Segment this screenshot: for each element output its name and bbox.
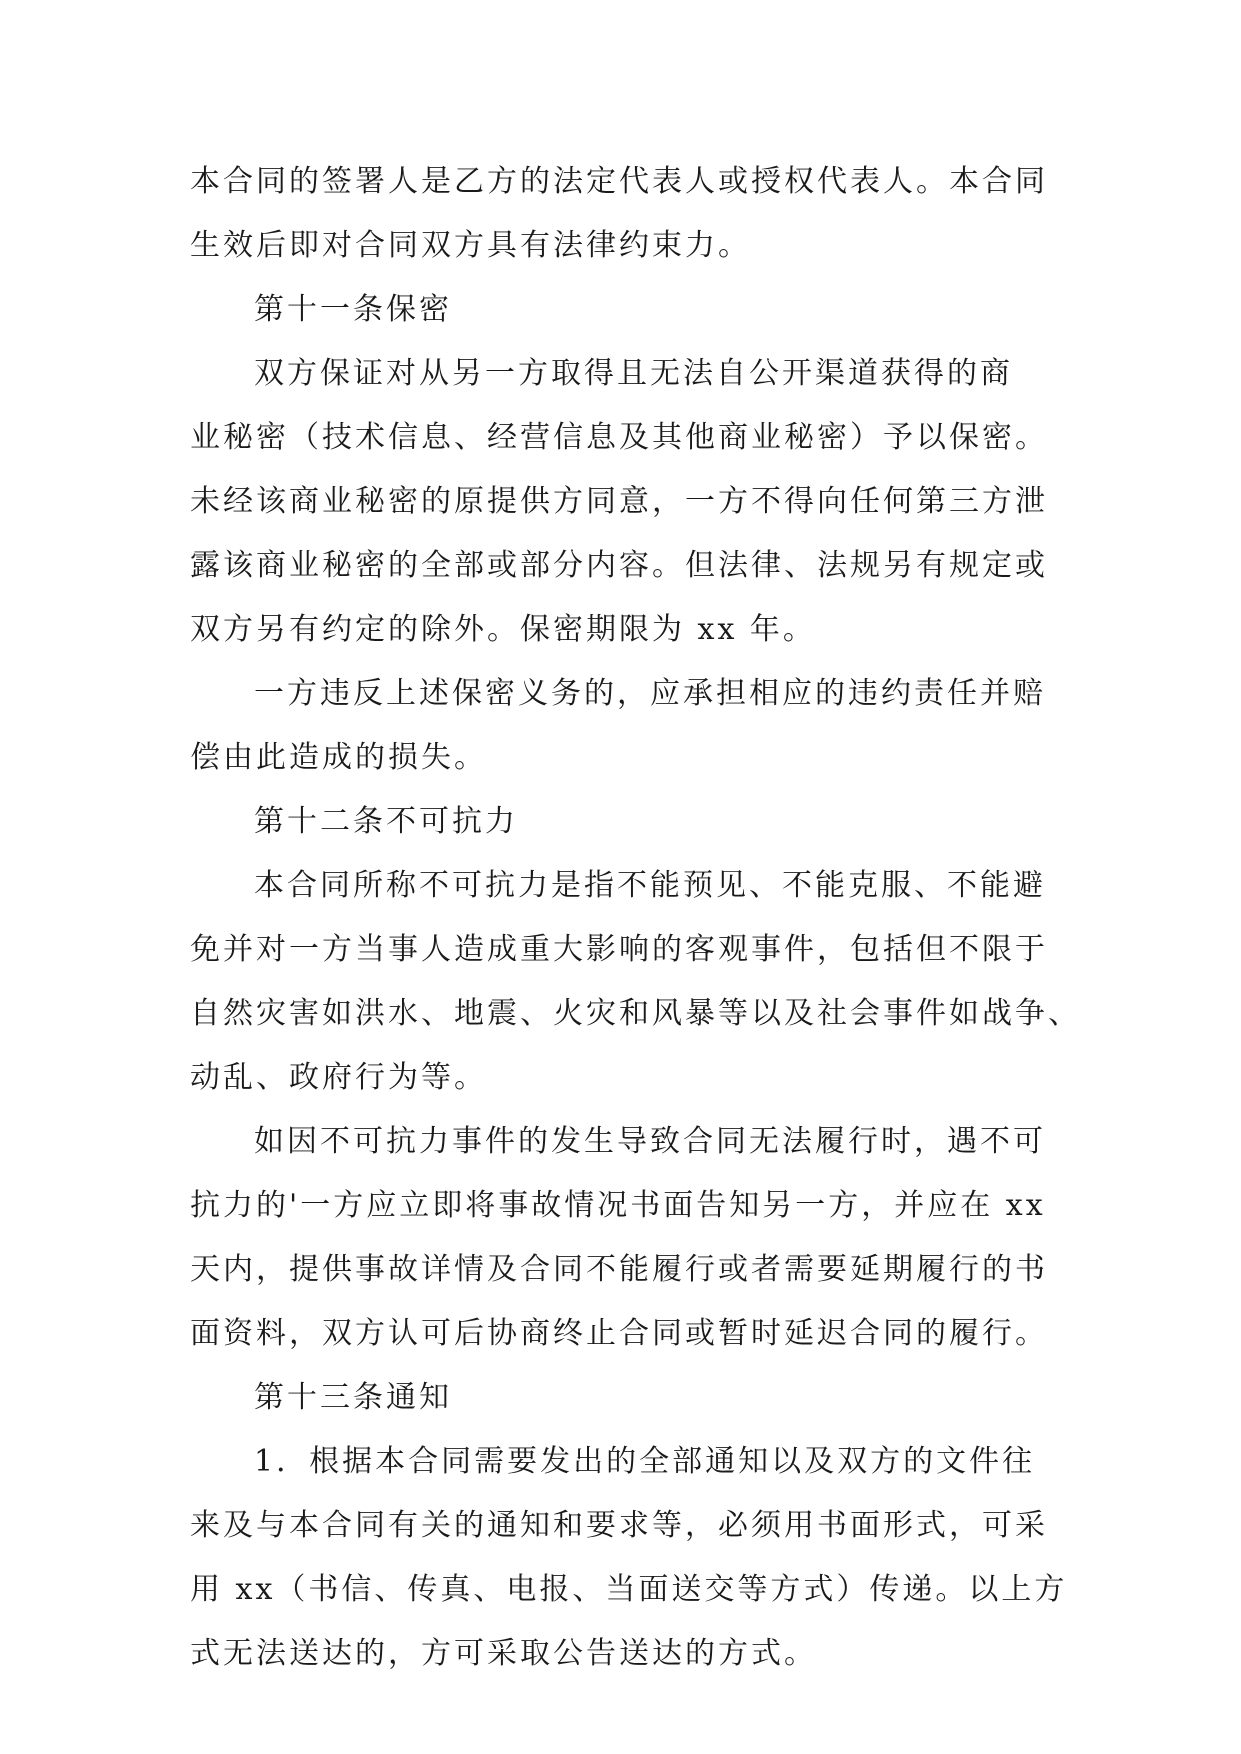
section-heading-13: 第十三条通知 [254,1380,452,1415]
text-line-19: 面资料，双方认可后协商终止合同或暂时延迟合同的履行。 [190,1316,1048,1351]
text-line-13: 免并对一方当事人造成重大影响的客观事件，包括但不限于 [190,932,1048,967]
text-line-16: 如因不可抗力事件的发生导致合同无法履行时，遇不可 [254,1124,1046,1159]
text-line-8: 双方另有约定的除外。保密期限为 xx 年。 [190,612,816,647]
text-line-15: 动乱、政府行为等。 [190,1060,487,1095]
text-line-12: 本合同所称不可抗力是指不能预见、不能克服、不能避 [254,868,1046,903]
text-line-2: 生效后即对合同双方具有法律约束力。 [190,228,751,263]
text-line-6: 未经该商业秘密的原提供方同意，一方不得向任何第三方泄 [190,484,1048,519]
text-line-1: 本合同的签署人是乙方的法定代表人或授权代表人。本合同 [190,164,1048,199]
section-heading-12: 第十二条不可抗力 [254,804,518,839]
text-line-14: 自然灾害如洪水、地震、火灾和风暴等以及社会事件如战争、 [190,996,1081,1031]
document-body [190,150,1081,1686]
text-line-23: 用 xx（书信、传真、电报、当面送交等方式）传递。以上方 [190,1572,1068,1607]
text-line-10: 偿由此造成的损失。 [190,740,487,775]
text-line-18: 天内，提供事故详情及合同不能履行或者需要延期履行的书 [190,1252,1048,1287]
text-line-17: 抗力的'一方应立即将事故情况书面告知另一方，并应在 xx [190,1188,1046,1223]
text-line-9: 一方违反上述保密义务的，应承担相应的违约责任并赔 [254,676,1046,711]
text-line-5: 业秘密（技术信息、经营信息及其他商业秘密）予以保密。 [190,420,1048,455]
text-line-21: 1．根据本合同需要发出的全部通知以及双方的文件往 [254,1444,1036,1479]
text-line-7: 露该商业秘密的全部或部分内容。但法律、法规另有规定或 [190,548,1048,583]
text-line-24: 式无法送达的，方可采取公告送达的方式。 [190,1636,817,1671]
section-heading-11: 第十一条保密 [254,292,452,327]
text-line-22: 来及与本合同有关的通知和要求等，必须用书面形式，可采 [190,1508,1048,1543]
text-line-4: 双方保证对从另一方取得且无法自公开渠道获得的商 [254,356,1013,391]
